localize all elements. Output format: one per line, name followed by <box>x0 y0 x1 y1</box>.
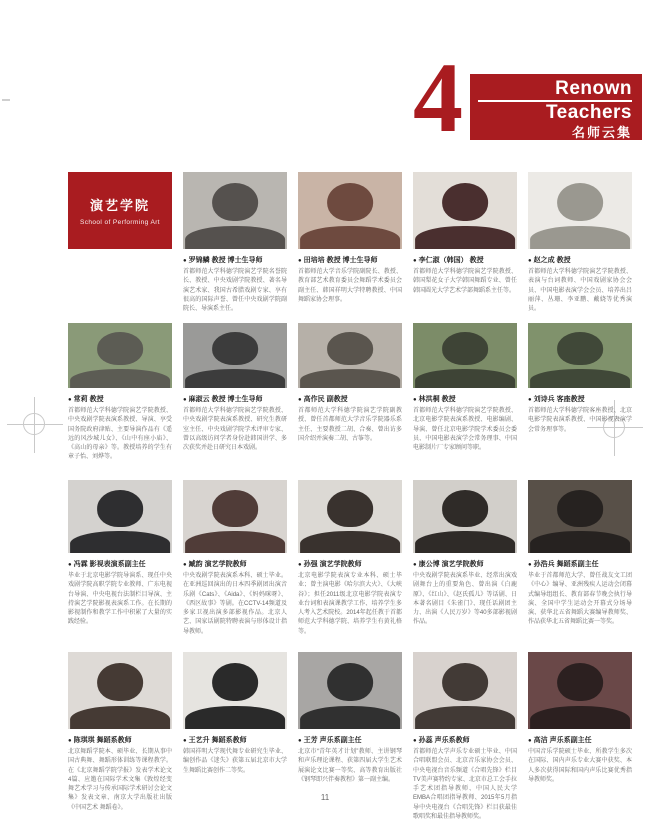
teacher-photo <box>413 172 517 249</box>
teacher-bio: 中央戏剧学院表演系毕业、经常出演戏剧舞台上的重要角色、曾出演《白鹿原》、《红山》、《赵氏孤儿》等话剧、日本著名剧目《朱雀门》、现任话剧团主力、出演《人民万岁》等40多部影视剧作品。 <box>413 573 517 626</box>
teacher-card <box>413 172 517 296</box>
teacher-photo <box>528 323 632 388</box>
teacher-card <box>298 480 402 637</box>
teacher-name: 冯霖 <box>73 561 88 568</box>
teacher-card <box>413 480 517 628</box>
teacher-bio: 首都师范大学科德学院演艺学院教授、北京电影学院表演系教授、电影编剧、导演、曾任北京电影学院学术委员会委员、中国电影表演学会常务理事、中国电影制片厂专家顾问等职。 <box>413 408 517 452</box>
teacher-card <box>183 323 287 453</box>
teacher-title: 教授 <box>441 396 456 403</box>
teacher-photo <box>298 323 402 388</box>
teacher-title: 声乐系副主任 <box>549 737 592 744</box>
teacher-bio: 北京舞蹈学院本、硕毕业、长期从事中国古典舞、舞蹈形体训练等课程教学。在《北京舞蹈学院学报》发表学术论文4篇、应邀在国际学术文集《敦煌经变舞艺术学习与传承国际学术研讨会论文集》发表文章、南京大学出版社出版《中国艺术 舞蹈卷》。 <box>68 749 172 811</box>
bullet-icon: ● <box>183 258 187 264</box>
bullet-icon: ● <box>413 397 417 403</box>
teacher-name: 李仁淑（韩国） <box>418 257 468 264</box>
department-name-en: School of Performing Art <box>79 219 161 226</box>
teacher-title: 声乐系副主任 <box>319 737 362 744</box>
teacher-name-line <box>183 394 287 404</box>
bullet-icon: ● <box>68 738 72 744</box>
teacher-name-line <box>298 735 402 745</box>
teacher-row-2 <box>68 323 632 480</box>
teacher-name: 罗锦鳞 <box>188 257 210 264</box>
department-banner <box>68 172 172 249</box>
teacher-name: 常莉 <box>73 396 88 403</box>
teacher-name-line <box>68 394 172 404</box>
section-title-box <box>470 74 642 140</box>
teacher-name-line <box>298 559 402 569</box>
teacher-photo <box>183 323 287 388</box>
teacher-bio: 毕业于首都师范大学、曾任战友文工团《中心》编导、亚洲残疾人运动会闭幕式编导组组长、教育部春节晚会执行导演、全国中学生运动会开幕式分场导演、获华北五省舞蹈大赛编导教师奖、作品获华北五省舞蹈比赛一等奖。 <box>528 573 632 626</box>
teacher-bio: 首都师范大学音乐学院副院长、教授、教育部艺术教育委员会舞蹈学术委员会副主任、韩国祥明大学特聘教授、中国舞蹈家协会理事。 <box>298 269 402 303</box>
teacher-name-line <box>528 735 632 745</box>
teacher-title: 副教授 <box>326 396 348 403</box>
teacher-title: 教授 博士生导师 <box>211 396 263 403</box>
teacher-title: 教授 博士生导师 <box>211 257 263 264</box>
teacher-card <box>528 323 632 435</box>
teacher-photo <box>528 480 632 553</box>
teacher-name-line <box>413 255 517 265</box>
teacher-name-line <box>528 255 632 265</box>
teacher-name: 赵之成 <box>533 257 555 264</box>
teacher-card <box>528 480 632 628</box>
teacher-photo <box>183 480 287 553</box>
bullet-icon: ● <box>183 738 187 744</box>
bullet-icon: ● <box>298 738 302 744</box>
teacher-photo <box>528 172 632 249</box>
teacher-name: 陈琪琪 <box>73 737 95 744</box>
teacher-title: 舞蹈系教师 <box>211 737 247 744</box>
section-title-cn: 名师云集 <box>571 124 632 140</box>
teacher-name: 孙浩兵 <box>533 561 555 568</box>
bullet-icon: ● <box>528 397 532 403</box>
teacher-photo <box>413 323 517 388</box>
section-title-en-1: Renown <box>478 79 632 102</box>
chapter-number: 4 <box>413 42 463 153</box>
teacher-photo <box>183 652 287 729</box>
teacher-photo <box>298 480 402 553</box>
teacher-name: 麻淑云 <box>188 396 210 403</box>
teacher-card <box>528 172 632 314</box>
teacher-title: 演艺学院教师 <box>204 561 247 568</box>
teacher-card <box>68 323 172 463</box>
teacher-card <box>298 172 402 305</box>
teacher-name-line <box>183 255 287 265</box>
page-number: 11 <box>320 793 330 802</box>
bullet-icon: ● <box>183 397 187 403</box>
teacher-photo <box>413 652 517 729</box>
teacher-title: 教授 <box>556 257 571 264</box>
teacher-title: 教授 <box>469 257 484 264</box>
teacher-photo <box>413 480 517 553</box>
teacher-name: 高作民 <box>303 396 325 403</box>
teacher-card <box>183 480 287 637</box>
crop-mark-icon <box>2 99 10 101</box>
registration-mark-icon <box>7 397 63 453</box>
teacher-title: 舞蹈系副主任 <box>556 561 599 568</box>
teacher-name-line <box>68 735 172 745</box>
teacher-bio: 首都师范大学科德学院演艺学院教授、韩国梨花女子大学韩国舞蹈专业、曾任韩国圆光大学艺术学部舞蹈系主任等。 <box>413 269 517 294</box>
teacher-name: 康公博 <box>418 561 440 568</box>
teacher-card <box>298 652 402 785</box>
teacher-name: 高洁 <box>533 737 548 744</box>
teacher-name-line <box>298 255 402 265</box>
teacher-card <box>68 480 172 628</box>
teacher-bio: 毕业于北京电影学院导演系、现任中央戏剧学院高职学院专业教师、广东电视台导演、中央电视台法制栏目导演、主持演艺学院影视表演系工作。在长期的影视制作和教学工作中积累了大量的实践经验。 <box>68 573 172 626</box>
bullet-icon: ● <box>68 562 72 568</box>
teacher-card <box>183 172 287 314</box>
teacher-title: 声乐系教师 <box>434 737 470 744</box>
teacher-photo <box>68 323 172 388</box>
section-title-en-2: Teachers <box>545 101 632 123</box>
bullet-icon: ● <box>298 258 302 264</box>
teacher-title: 客座教授 <box>556 396 585 403</box>
teacher-title: 舞蹈系教师 <box>96 737 132 744</box>
teacher-title: 教授 <box>89 396 104 403</box>
teacher-card <box>413 323 517 453</box>
teacher-name-line <box>413 394 517 404</box>
teacher-card <box>528 652 632 785</box>
teacher-bio: 首都师范大学科德学院客座教授、北京电影学院表演系教授、中国影视表演学会常务理事等。 <box>528 408 632 433</box>
teacher-bio: 中央戏剧学院表演系本科、硕士毕业。在亚洲巡回演出的日本四季剧团出演音乐剧《Cats》、《Aida》、《妈妈咪呀》、《西区故事》等剧。在CCTV-14频道及多家卫视出演多部影视作品。北京人艺、国家话剧院特聘表演与形体设计指导教师。 <box>183 573 287 635</box>
teacher-title: 演艺学院教师 <box>319 561 362 568</box>
teacher-name: 田培培 <box>303 257 325 264</box>
teacher-title: 影视表演系副主任 <box>89 561 146 568</box>
department-name-cn: 演艺学院 <box>89 198 150 213</box>
teacher-card <box>183 652 287 776</box>
teacher-bio: 北京电影学院表演专业本科、硕士毕业；曾主演电影《哈尔滨大火》、《大峡谷》；担任2011级北京电影学院表演专业台词和表演课教学工作、培养学生多人考入艺术院校。2014年起任教于首都师范大学科德学院、培养学生有黄礼格等。 <box>298 573 402 635</box>
teacher-title: 教授 博士生导师 <box>326 257 378 264</box>
teacher-card <box>298 323 402 444</box>
teacher-name: 刘诗兵 <box>533 396 555 403</box>
teacher-photo <box>298 172 402 249</box>
bullet-icon: ● <box>528 738 532 744</box>
teacher-name-line <box>68 559 172 569</box>
teacher-name-line <box>413 559 517 569</box>
teacher-bio: 韩国祥明大学现代舞专业研究生毕业、编创作品《迷失》获第五届北京市大学生舞蹈比赛创作二等奖。 <box>183 749 287 774</box>
teacher-bio: 首都师范大学科德学院演艺学院教授、中央戏剧学院表演系教授、导演、享受国务院政府津贴、主要导演作品有《遥远的风沙城儿女》、《山中有座小庙》、《高山的母亲》等。教授培养的学生有章子怡、刘烨等。 <box>68 408 172 461</box>
teacher-photo <box>183 172 287 249</box>
bullet-icon: ● <box>68 397 72 403</box>
teacher-bio: 首都师范大学科德学院演艺学院教授、中央戏剧学院表演系教授、研究生教研室主任、中央戏剧学院学术评审专家、曾以高级访问学者身份赴韩国讲学、多次获奖并赴日研究日本戏剧。 <box>183 408 287 452</box>
teacher-card <box>68 652 172 813</box>
teacher-photo <box>68 480 172 553</box>
teacher-name-line <box>528 559 632 569</box>
teacher-bio: 中国音乐学院硕士毕业、所教学生多次在国际、国内声乐专业大赛中获奖、本人多次获得国际和国内声乐比赛优秀指导教师奖。 <box>528 749 632 783</box>
teacher-name-line <box>183 559 287 569</box>
teacher-photo <box>68 652 172 729</box>
teacher-name: 臧韵 <box>188 561 203 568</box>
teacher-name: 王艺升 <box>188 737 210 744</box>
teacher-name: 孙蕊 <box>418 737 433 744</box>
teacher-name: 王芳 <box>303 737 318 744</box>
bullet-icon: ● <box>413 738 417 744</box>
bullet-icon: ● <box>413 258 417 264</box>
teacher-row-1 <box>68 172 632 323</box>
teacher-name: 林洪桐 <box>418 396 440 403</box>
teacher-bio: 首都师范大学声乐专业硕士毕业、中国合唱联盟会员、北京音乐家协会会员、中央电视台音乐频道《合唱先锋》栏目TV美声赛特约专家、北京市总工会手拉手艺术团指导教师、中国人民大学EMBA合唱团指导教师、2015年5月指导中央电视台《合唱先锋》栏目获最佳歌唱奖和最佳指导教师奖。 <box>413 749 517 821</box>
bullet-icon: ● <box>528 258 532 264</box>
teacher-title: 演艺学院教师 <box>441 561 484 568</box>
bullet-icon: ● <box>298 562 302 568</box>
teacher-bio: 首都师范大学科德学院演艺学院教授、表演与台词教师、中国戏剧家协会会员、中国电影表演学会会员、培养出吕丽萍、丛珊、李亚鹏、戴娆等优秀演员。 <box>528 269 632 313</box>
bullet-icon: ● <box>413 562 417 568</box>
teacher-row-3 <box>68 480 632 652</box>
teacher-bio: 北京市“青年英才计划”教师、主讲钢琴和声乐理论课程、获第四届大学生艺术展演论文比赛一等奖、高等教育出版社《钢琴即兴伴奏教程》第一副主编。 <box>298 749 402 783</box>
teacher-photo <box>528 652 632 729</box>
teacher-bio: 首都师范大学科德学院演艺学院名誉院长、教授、中央戏剧学院教授、著名导演艺术家、我国古希腊戏剧专家、享有很高的国际声誉、曾任中央戏剧学院副院长、导演系主任。 <box>183 269 287 313</box>
teacher-name: 孙强 <box>303 561 318 568</box>
teacher-name-line <box>528 394 632 404</box>
teacher-grid <box>68 172 632 821</box>
teacher-name-line <box>413 735 517 745</box>
bullet-icon: ● <box>183 562 187 568</box>
teacher-name-line <box>183 735 287 745</box>
bullet-icon: ● <box>528 562 532 568</box>
bullet-icon: ● <box>298 397 302 403</box>
teacher-bio: 首都师范大学科德学院演艺学院副教授、曾任首都师范大学音乐学院器乐系主任、主要教授二胡、合奏、曾出访多国介绍并演奏二胡、古筝等。 <box>298 408 402 442</box>
teacher-row-4 <box>68 652 632 821</box>
teacher-photo <box>298 652 402 729</box>
teacher-name-line <box>298 394 402 404</box>
